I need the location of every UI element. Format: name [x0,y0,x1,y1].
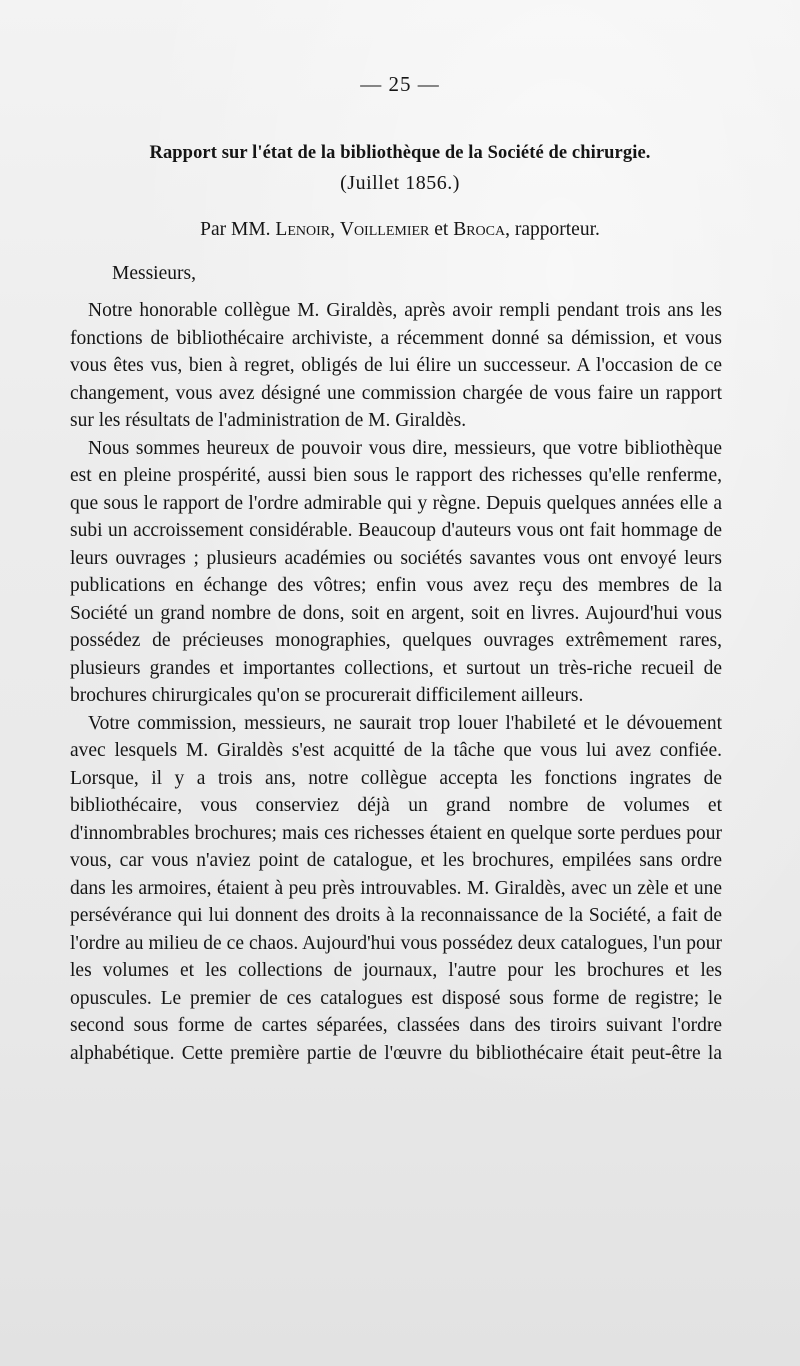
authors-prefix: Par MM. [200,219,271,240]
author-broca: Broca [453,219,506,240]
authors-line [0,219,800,241]
author-lenoir: Lenoir [275,219,331,240]
paragraph-1: Notre honorable collègue M. Giraldès, après avoir rempli pendant trois ans les fonctions de bibliothécaire archiviste, a récemment donné sa démission, et vous vous êtes vus, bien à regret, obligés de lui élire un successeur. A l'occasion de ce changement, vous avez désigné une commission chargée de vous faire un rapport sur les résultats de l'administration de M. Giraldès. [70,300,722,431]
authors-separator: , [330,219,335,240]
authors-conjunction: et [434,219,449,240]
page-number: — 25 — [360,72,440,96]
paragraph-2: Nous sommes heureux de pouvoir vous dire, messieurs, que votre bibliothèque est en pleine prospérité, aussi bien sous le rapport des richesses qu'elle renferme, que sous le rapport de l'ordre admirable qui y règne. Depuis quelques années elle a subi un accroissement considérable. Beaucoup d'auteurs vous ont fait hommage de leurs ouvrages ; plusieurs académies ou sociétés savantes vous ont envoyé leurs publications en échange des vôtres; enfin vous avez reçu des membres de la Société un grand nombre de dons, soit en argent, soit en livres. Aujourd'hui vous possédez de précieuses monographies, quelques ouvrages extrêmement rares, plusieurs grandes et importantes collections, et surtout un très-riche recueil de brochures chirurgicales qu'on se procurerait difficilement ailleurs. [70,437,722,706]
salutation: Messieurs, [112,263,196,284]
report-body [70,297,722,1067]
author-voillemier: Voillemier [339,219,430,240]
paragraph-3: Votre commission, messieurs, ne saurait trop louer l'habileté et le dévouement avec lesquels M. Giraldès s'est acquitté de la tâche que vous lui avez confiée. Lorsque, il y a trois ans, notre collègue accepta les fonctions ingrates de bibliothécaire, vous conserviez déjà un grand nombre de volumes et d'innombrables brochures; mais ces richesses étaient en quelque sorte perdues pour vous, car vous n'aviez point de catalogue, et les brochures, empilées sans ordre dans les armoires, étaient à peu près introuvables. M. Giraldès, avec un zèle et une persévérance qui lui donnent des droits à la reconnaissance de la Société, a fait de l'ordre au milieu de ce chaos. Aujourd'hui vous possédez deux catalogues, l'un pour les volumes et les collections de journaux, l'autre pour les brochures et les opuscules. Le premier de ces catalogues est disposé sous forme de registre; le second sous forme de cartes séparées, classées dans des tiroirs suivant l'ordre alphabétique. Cette première partie de l'œuvre du bibliothécaire était peut-être la [70,712,722,1064]
report-title: Rapport sur l'état de la bibliothèque de la Société de chirurgie. [149,143,651,163]
report-date: (Juillet 1856.) [340,172,460,194]
authors-suffix: , rapporteur. [505,219,600,240]
